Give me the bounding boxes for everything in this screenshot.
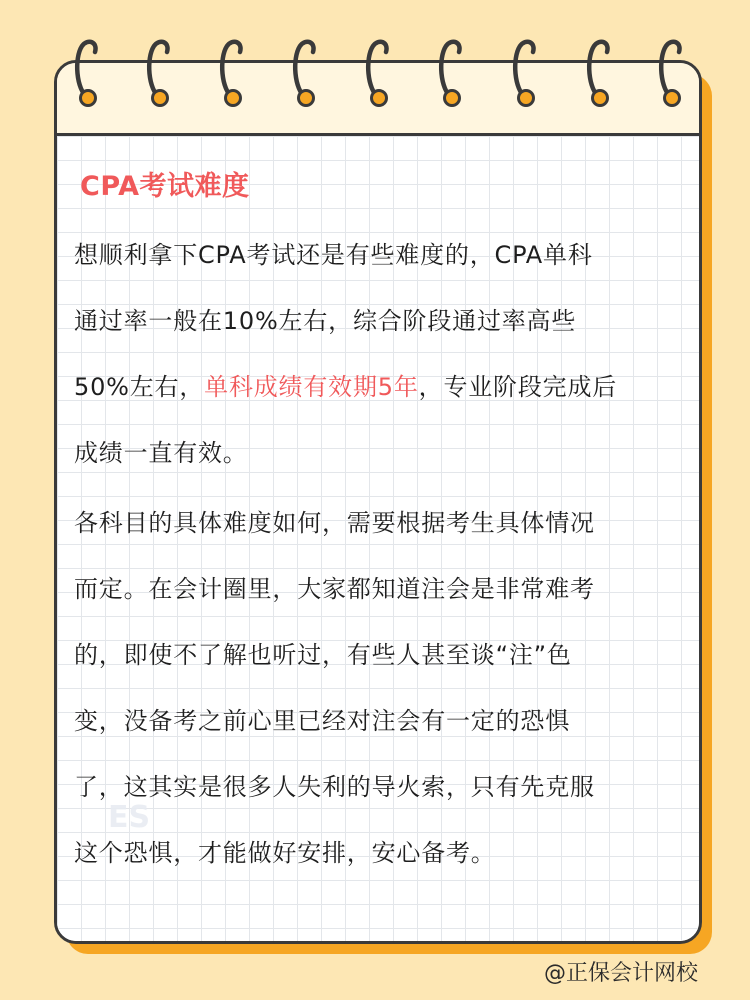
text-line: 成绩一直有效。	[74, 439, 248, 467]
highlight-text: 单科成绩有效期5年	[204, 373, 419, 401]
text-line: 了，这其实是很多人失利的导火索，只有先克服	[74, 773, 595, 801]
brand-footer: @正保会计网校	[543, 961, 698, 986]
watermark-text: ES	[108, 800, 151, 835]
text-segment: ，专业阶段完成后	[418, 373, 618, 401]
spiral-ring-icon	[652, 38, 692, 110]
spiral-ring-icon	[580, 38, 620, 110]
text-line: 的，即使不了解也听过，有些人甚至谈“注”色	[74, 641, 572, 669]
paragraph-2	[74, 490, 694, 886]
text-line: 通过率一般在10%左右，综合阶段通过率高些	[74, 307, 577, 335]
spiral-ring-icon	[432, 38, 472, 110]
text-line: 变，没备考之前心里已经对注会有一定的恐惧	[74, 707, 570, 735]
text-line	[74, 354, 694, 420]
text-line: 这个恐惧，才能做好安排，安心备考。	[74, 839, 496, 867]
spiral-ring-icon	[140, 38, 180, 110]
spiral-ring-icon	[506, 38, 546, 110]
spiral-ring-icon	[213, 38, 253, 110]
page-title: CPA考试难度	[80, 171, 250, 202]
text-line: 各科目的具体难度如何，需要根据考生具体情况	[74, 509, 595, 537]
spiral-ring-icon	[286, 38, 326, 110]
paragraph-1	[74, 222, 694, 486]
text-line: 而定。在会计圈里，大家都知道注会是非常难考	[74, 575, 595, 603]
spiral-ring-icon	[68, 38, 108, 110]
text-line: 想顺利拿下CPA考试还是有些难度的，CPA单科	[74, 241, 593, 269]
spiral-ring-icon	[359, 38, 399, 110]
text-segment: 50%左右，	[74, 373, 205, 401]
